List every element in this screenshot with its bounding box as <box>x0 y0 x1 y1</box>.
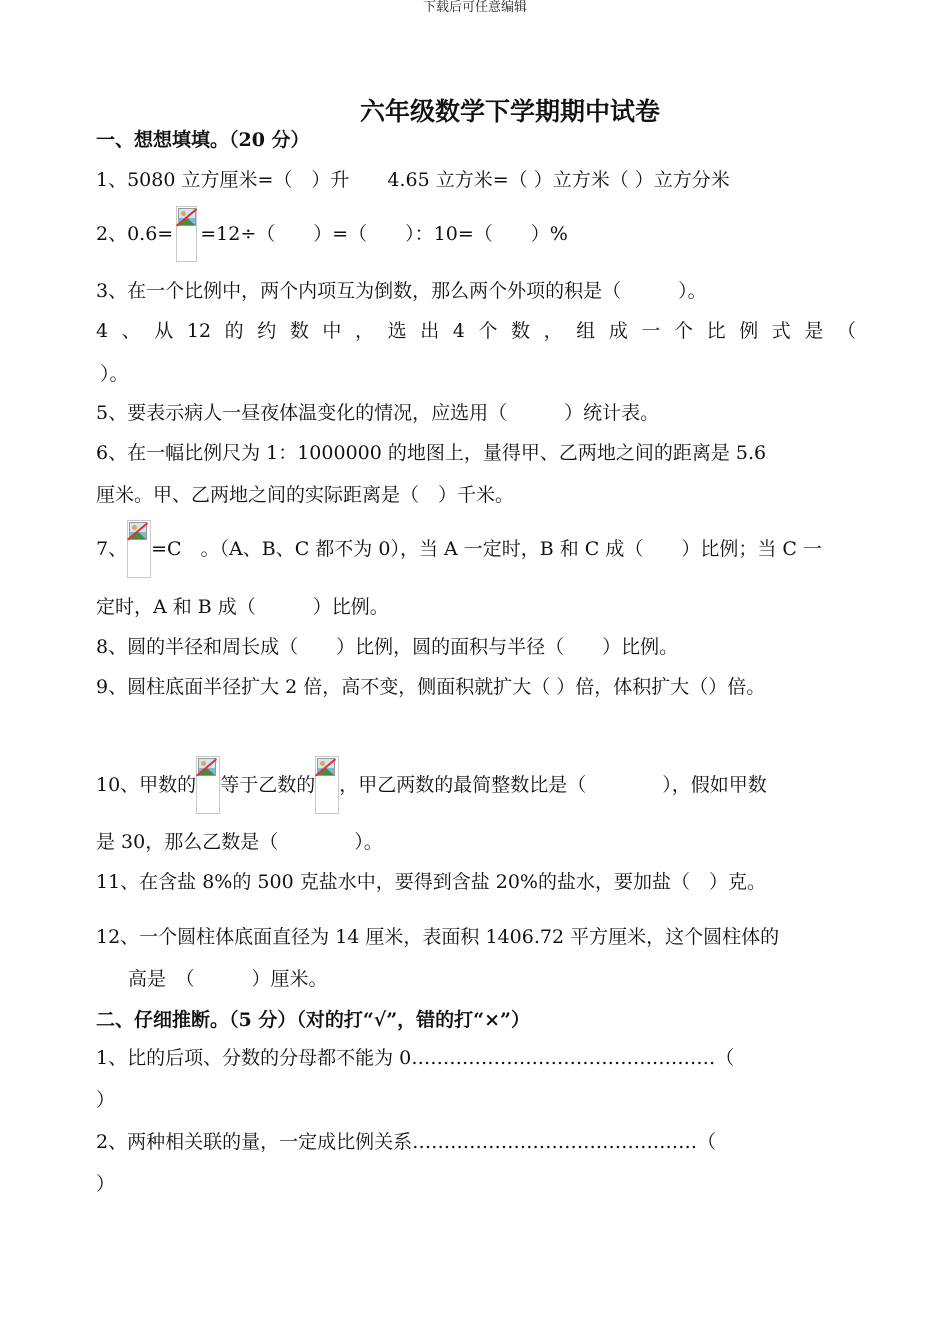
question-12-line1: 12、一个圆柱体底面直径为 14 厘米，表面积 1406.72 平方厘米，这个圆柱体的 <box>96 926 780 948</box>
question-8: 8、圆的半径和周长成（ ）比例，圆的面积与半径（ ）比例。 <box>96 636 679 658</box>
question-4-token: 4 <box>96 320 109 342</box>
header-note: 下载后可任意编辑 <box>422 0 527 15</box>
judge-2: 2、两种相关联的量，一定成比例关系………………………………………（ <box>96 1131 717 1153</box>
question-4-token: 数 <box>511 320 531 342</box>
question-4-token: （ <box>836 320 856 342</box>
question-4-token: 式 <box>771 320 791 342</box>
question-7-prefix: 7、 <box>96 538 128 560</box>
question-4-token: 数 <box>289 320 309 342</box>
question-4-token: 4 <box>452 320 465 342</box>
question-7 <box>96 520 822 578</box>
question-11: 11、在含盐 8%的 500 克盐水中，要得到含盐 20%的盐水，要加盐（ ）克。 <box>96 871 766 893</box>
question-4-cont: ）。 <box>100 363 129 385</box>
question-4-token: 例 <box>739 320 759 342</box>
question-10-part-c: ，甲乙两数的最简整数比是（ ），假如甲数 <box>339 774 767 796</box>
question-10-line2: 是 30，那么乙数是（ ）。 <box>96 831 383 853</box>
question-4-token: 是 <box>804 320 824 342</box>
question-10-part-b: 等于乙数的 <box>220 774 316 796</box>
question-4-token: 选 <box>387 320 407 342</box>
question-4-token: 个 <box>674 320 694 342</box>
question-4-token: 12 <box>186 320 212 342</box>
section1-heading: 一、想想填填。（20 分） <box>96 129 310 151</box>
question-4-token: 的 <box>224 320 244 342</box>
page-title: 六年级数学下学期期中试卷 <box>359 97 660 126</box>
fraction-image-icon <box>176 206 197 262</box>
section2-heading: 二、仔细推断。（5 分）（对的打“√”，错的打“×”） <box>96 1009 530 1031</box>
question-4-token: 中 <box>322 320 342 342</box>
question-2 <box>96 206 568 262</box>
question-10-part-a: 10、甲数的 <box>96 774 197 796</box>
question-12-line2: 高是 （ ）厘米。 <box>128 968 328 990</box>
question-2-prefix: 2、0.6= <box>96 223 174 245</box>
question-4-token: 约 <box>257 320 277 342</box>
question-4-token: 、 <box>121 320 141 342</box>
question-7-line2: 定时，A 和 B 成（ ）比例。 <box>96 596 389 618</box>
question-4-token: 组 <box>576 320 596 342</box>
question-4-line <box>96 318 856 344</box>
judge-1-cont: ） <box>96 1089 116 1111</box>
question-9: 9、圆柱底面半径扩大 2 倍，高不变，侧面积就扩大（ ）倍，体积扩大（）倍。 <box>96 676 766 698</box>
fraction-a-image-icon <box>196 756 220 814</box>
question-7-suffix: =C 。（A、B、C 都不为 0），当 A 一定时，B 和 C 成（ ）比例；当 C 一 <box>151 538 822 560</box>
question-3: 3、在一个比例中，两个内项互为倒数，那么两个外项的积是（ ）。 <box>96 280 707 302</box>
ratio-image-icon <box>127 520 151 578</box>
question-4-token: 个 <box>478 320 498 342</box>
question-6-line1: 6、在一幅比例尺为 1：1000000 的地图上，量得甲、乙两地之间的距离是 5.6 <box>96 442 767 464</box>
question-10 <box>96 756 767 814</box>
question-4-token: 出 <box>420 320 440 342</box>
judge-2-cont: ） <box>96 1173 116 1195</box>
question-1: 1、5080 立方厘米=（ ）升 4.65 立方米=（ ）立方米（ ）立方分米 <box>96 169 730 191</box>
question-2-suffix: =12÷（ ）=（ ）：10=（ ）% <box>200 223 568 245</box>
question-6-line2: 厘米。甲、乙两地之间的实际距离是（ ）千米。 <box>96 484 515 506</box>
question-4-token: ， <box>543 320 563 342</box>
question-4-token: 成 <box>608 320 628 342</box>
question-4-token: 一 <box>641 320 661 342</box>
question-4-token: ， <box>355 320 375 342</box>
question-4-token: 从 <box>154 320 174 342</box>
question-4-token: 比 <box>706 320 726 342</box>
question-4 <box>96 318 856 344</box>
question-5: 5、要表示病人一昼夜体温变化的情况，应选用（ ）统计表。 <box>96 402 660 424</box>
fraction-b-image-icon <box>315 756 339 814</box>
judge-1: 1、比的后项、分数的分母都不能为 0…………………………………………（ <box>96 1047 735 1069</box>
